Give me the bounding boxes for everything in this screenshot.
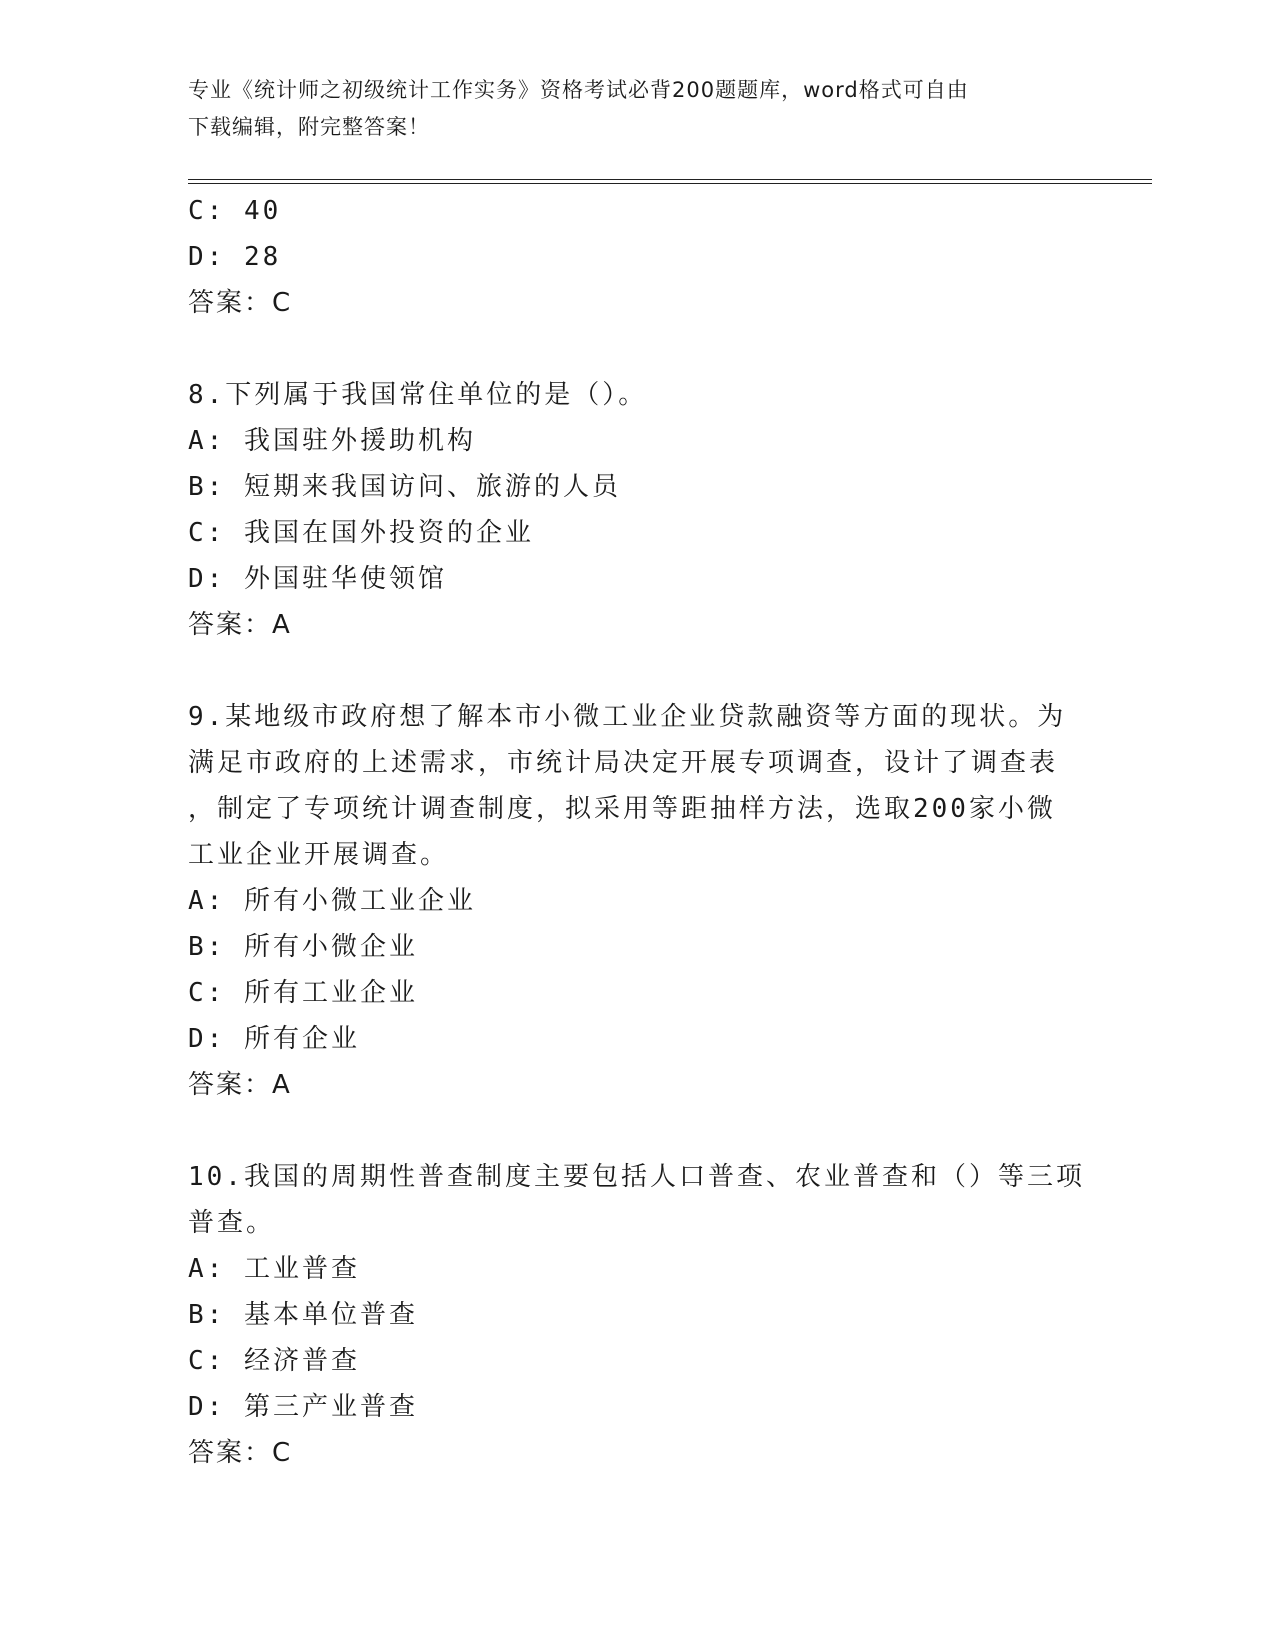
answer-line: 答案：A <box>188 610 292 640</box>
question-stem-line: 满足市政府的上述需求，市统计局决定开展专项调查，设计了调查表 <box>188 748 1059 778</box>
spacer <box>188 326 1088 372</box>
question-9 <box>188 694 1088 1108</box>
header-divider-bottom <box>188 183 1152 184</box>
option-d: D: 所有企业 <box>188 1024 360 1054</box>
spacer <box>188 648 1088 694</box>
question-list <box>188 188 1088 1476</box>
question-stem-line: 工业企业开展调查。 <box>188 840 450 870</box>
document-header <box>188 72 1068 146</box>
answer-line: 答案：A <box>188 1070 292 1100</box>
option-d: D: 第三产业普查 <box>188 1392 418 1422</box>
question-stem: 8.下列属于我国常住单位的是（）。 <box>188 380 648 410</box>
option-b: B: 基本单位普查 <box>188 1300 418 1330</box>
header-line-2: 下载编辑，附完整答案！ <box>188 115 430 139</box>
prev-question-tail <box>188 188 1088 326</box>
answer-line: 答案：C <box>188 1438 293 1468</box>
option-c: C: 所有工业企业 <box>188 978 418 1008</box>
question-stem-line: 普查。 <box>188 1208 276 1238</box>
option-b: B: 短期来我国访问、旅游的人员 <box>188 472 621 502</box>
header-line-1: 专业《统计师之初级统计工作实务》资格考试必背200题题库，word格式可自由 <box>188 78 969 102</box>
spacer <box>188 1108 1088 1154</box>
question-8 <box>188 372 1088 648</box>
option-a: A: 所有小微工业企业 <box>188 886 476 916</box>
option-d: D: 28 <box>188 242 282 272</box>
question-stem-line: 9.某地级市政府想了解本市小微工业企业贷款融资等方面的现状。为 <box>188 702 1067 732</box>
header-divider-top <box>188 179 1152 180</box>
question-stem-line: ，制定了专项统计调查制度，拟采用等距抽样方法，选取200家小微 <box>188 794 1056 824</box>
question-10 <box>188 1154 1088 1476</box>
option-c: C: 经济普查 <box>188 1346 360 1376</box>
option-c: C: 40 <box>188 196 282 226</box>
answer-line: 答案：C <box>188 288 293 318</box>
option-a: A: 我国驻外援助机构 <box>188 426 476 456</box>
question-stem-line: 10.我国的周期性普查制度主要包括人口普查、农业普查和（）等三项 <box>188 1162 1085 1192</box>
option-b: B: 所有小微企业 <box>188 932 418 962</box>
option-c: C: 我国在国外投资的企业 <box>188 518 534 548</box>
option-d: D: 外国驻华使领馆 <box>188 564 447 594</box>
option-a: A: 工业普查 <box>188 1254 360 1284</box>
